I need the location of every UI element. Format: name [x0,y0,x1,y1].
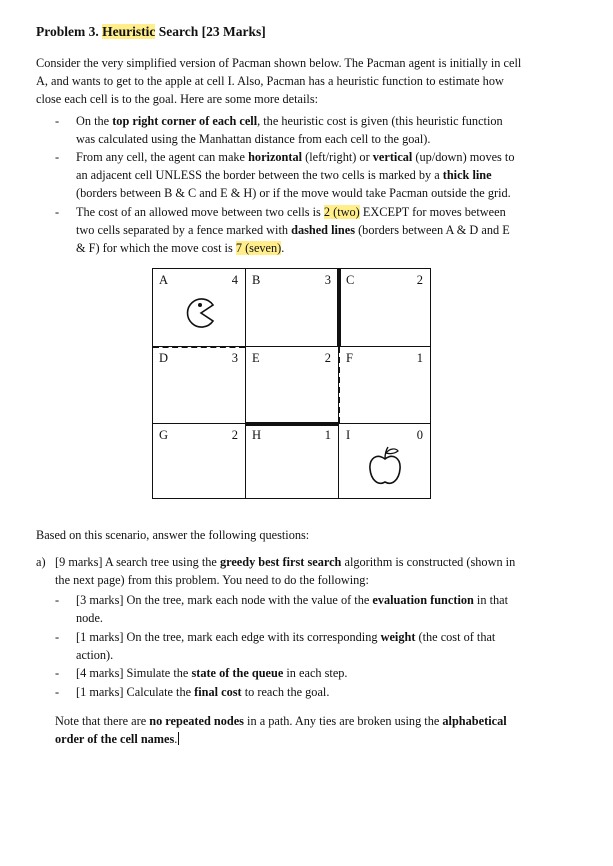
cell-label-h: H [252,428,262,442]
grid-line [245,269,246,498]
heuristic-a: 4 [231,273,238,287]
bullet-heuristic: On the top right corner of each cell, the heuristic cost is given (this heuristic function was calculated using the Manhattan distance from each cell to the goal). [76,114,503,146]
subtask-weight: [1 marks] On the tree, mark each edge with its corresponding weight (the cost of that action). [76,630,496,662]
heuristic-h: 1 [324,428,331,442]
cell-label-i: I [346,428,351,442]
bullet-cost: The cost of an allowed move between two cells is 2 (two) EXCEPT for moves between two cells separated by a fence marked with dashed lines (borders between A & D and E & F) for which the move cost is 7 (seven). [76,205,510,255]
bullet-dash: - [55,630,60,644]
apple-icon [367,445,403,489]
heuristic-c: 2 [416,273,423,287]
note-paragraph: Note that there are no repeated nodes in a path. Any ties are broken using the alphabetical order of the cell names. [55,714,507,746]
wall-b-c [337,269,341,347]
cell-label-b: B [252,273,261,287]
heuristic-d: 3 [231,351,238,365]
cell-label-f: F [346,351,353,365]
heuristic-f: 1 [416,351,423,365]
heuristic-g: 2 [231,428,238,442]
bullet-dash: - [55,114,60,128]
heuristic-b: 3 [324,273,331,287]
bullet-dash: - [55,685,60,699]
heuristic-e: 2 [324,351,331,365]
subtask-queue: [4 marks] Simulate the state of the queue in each step. [76,666,348,680]
cell-label-g: G [159,428,169,442]
cell-label-a: A [159,273,169,287]
bullet-dash: - [55,205,60,219]
cell-label-d: D [159,351,169,365]
text-cursor[interactable] [178,732,179,745]
problem-title: Problem 3. Heuristic Search [23 Marks] [36,24,266,39]
fence-e-f [338,347,340,423]
bullet-moves: From any cell, the agent can make horizontal (left/right) or vertical (up/down) moves to an adjacent cell UNLESS the border between the two cells is marked by a thick line (borders between B & C and E & H) or if the move would take Pacman outside the grid. [76,150,515,200]
bullet-dash: - [55,666,60,680]
cell-label-e: E [252,351,260,365]
pacman-grid [152,268,431,499]
grid-line [338,346,431,347]
bullet-dash: - [55,150,60,164]
bullet-dash: - [55,593,60,607]
wall-e-h [245,422,339,426]
subtask-evaluation: [3 marks] On the tree, mark each node with the value of the evaluation function in that node. [76,593,509,625]
questions-intro: Based on this scenario, answer the following questions: [36,528,310,542]
intro-paragraph: Consider the very simplified version of Pacman shown below. The Pacman agent is initially in cell A, and wants to get to the apple at cell I. Also, Pacman has a heuristic function to estimate how close each cell is to the goal. Here are some more details: [36,56,522,106]
highlighted-word: Heuristic [102,24,156,39]
heuristic-i: 0 [416,428,423,442]
question-a-label: a) [36,555,46,569]
fence-a-d [153,346,245,348]
subtask-final-cost: [1 marks] Calculate the final cost to reach the goal. [76,685,330,699]
cell-label-c: C [346,273,355,287]
pacman-icon [183,295,219,331]
question-a: [9 marks] A search tree using the greedy best first search algorithm is constructed (shown in the next page) from this problem. You need to do the following: [55,555,516,587]
